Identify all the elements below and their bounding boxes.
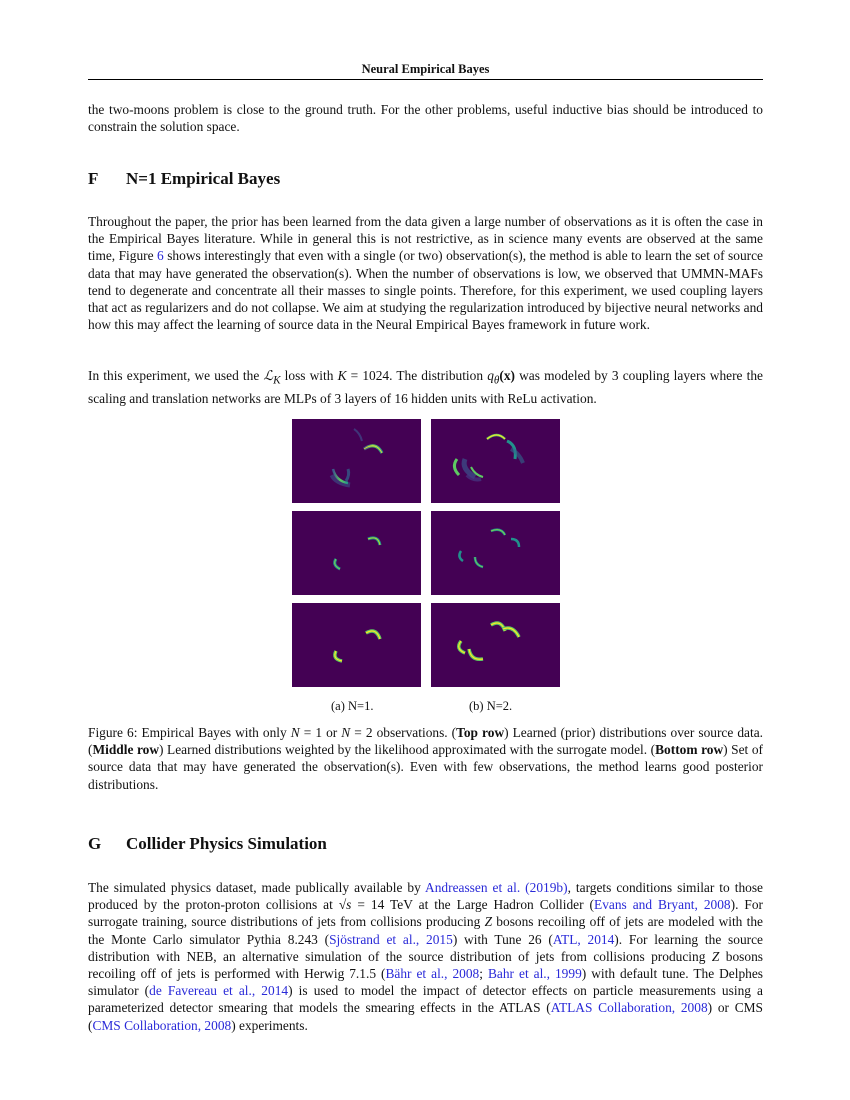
theta-subscript: θ (493, 374, 500, 387)
moon-shape (368, 538, 380, 545)
citation-link[interactable]: Bähr et al., 2008 (385, 966, 480, 982)
section-g-heading (88, 834, 327, 854)
moon-halo (464, 459, 475, 477)
density-plot (292, 603, 421, 687)
density-plot (292, 419, 421, 503)
text-run: ) experiments. (231, 1017, 308, 1033)
citation-link[interactable]: ATLAS Collaboration, 2008 (550, 1000, 708, 1016)
moon-shape (459, 551, 463, 561)
citation-link[interactable]: Bahr et al., 1999 (487, 966, 582, 982)
panel-a-middle-weighted (292, 511, 421, 595)
subcaption-a: (a) N=1. (331, 699, 374, 713)
q-letter: q (487, 368, 494, 383)
moon-shape (511, 539, 519, 547)
section-g-paragraph (88, 879, 763, 1034)
moon-halo (511, 449, 523, 463)
text-run: The simulated physics dataset, made publically available by (88, 880, 426, 895)
text-run: ) or CMS ( (88, 1000, 763, 1033)
n-symbol: N (341, 725, 351, 740)
section-f-paragraph-1 (88, 213, 763, 333)
text-run: shows interestingly that even with a single (or two) observation(s), the method is able to learn the set of source data that may have generated the observation(s). When the number of observations is low, we observed that UMMN-MAFs tend to degenerate and concentrate all their masses to single points. Therefore, for this experiment, we used coupling layers that act as regularizers and do not collapse. We aim at studying the regularization introduced by bijective neural networks and how this may affect the learning of source data in the Neural Empirical Bayes framework in future work. (88, 248, 763, 333)
density-plot (431, 511, 560, 595)
density-plot (431, 603, 560, 687)
header-rule (88, 79, 763, 80)
text-run: , targets conditions similar to those produced by the proton-proton collisions at (88, 880, 763, 913)
text-run: = 2 observations. ( (350, 725, 457, 740)
citation-link[interactable]: de Favereau et al., 2014 (149, 983, 289, 999)
text-run: ) with default tune. The Delphes simulator ( (88, 966, 763, 999)
k-symbol: K (337, 368, 347, 383)
text-run: was modeled by 3 coupling layers where the scaling and translation networks are MLPs of 3 layers of 16 hidden units with ReLu activation. (88, 368, 763, 406)
text-run: bosons recoiling off of jets are modeled with the the Monte Carlo simulator Pythia 8.243 ( (88, 914, 764, 947)
text-run: = 1 or (299, 725, 342, 740)
text-run: bosons recoiling off of jets is performed with Herwig 7.1.5 ( (88, 948, 763, 982)
panel-a-bottom-source (292, 603, 421, 687)
caption-bold-label: Bottom row (655, 742, 724, 758)
z-symbol: Z (484, 914, 493, 930)
panel-b-bottom-source (431, 603, 560, 687)
citation-link[interactable]: Sjöstrand et al., 2015 (329, 931, 453, 947)
section-f-title: N=1 Empirical Bayes (126, 169, 281, 188)
figure-6-ref-link[interactable]: 6 (157, 248, 164, 264)
section-f-paragraph-2 (88, 367, 763, 407)
loss-script-l: ℒ (263, 368, 274, 383)
text-run: In this experiment, we used the (88, 368, 264, 383)
citation-link[interactable]: Evans and Bryant, 2008 (594, 897, 731, 913)
text-run: ) Learned (prior) distributions over source data. ( (88, 725, 763, 758)
text-run: Throughout the paper, the prior has been learned from the data given a large number of observations as it is often the case in the Empirical Bayes literature. While in general this is not restrictive, as in science many events are observed at the same time, Figure (88, 214, 763, 264)
citation-link[interactable]: Andreassen et al. (2019b) (425, 880, 568, 895)
moon-shape (454, 459, 459, 475)
running-header: Neural Empirical Bayes (361, 62, 490, 76)
z-symbol: Z (711, 948, 720, 964)
q-theta-symbol (487, 368, 500, 387)
loss-subscript: K (273, 374, 281, 387)
intro-paragraph: the two-moons problem is close to the ground truth. For the other problems, useful inductive bias should be introduced to constrain the solution space. (88, 102, 763, 135)
text-run: = 14 TeV at the Large Hadron Collider ( (351, 897, 595, 913)
text-run: Figure 6: Empirical Bayes with only (88, 725, 291, 740)
caption-bold-label: Middle row (92, 742, 160, 758)
density-plot (292, 511, 421, 595)
text-run: loss with (280, 368, 338, 383)
section-g-title: Collider Physics Simulation (126, 834, 327, 853)
figure-6 (290, 419, 563, 689)
citation-link[interactable]: ATL, 2014 (552, 931, 615, 947)
density-plot (431, 419, 560, 503)
text-run: ) Set of source data that may have generated the observation(s). Even with few observations, the method learns good posterior distributions. (88, 742, 763, 792)
text-run: ). For surrogate training, source distributions of jets from collisions producing (88, 897, 763, 930)
panel-a-top-prior (292, 419, 421, 503)
text-run: ) with Tune 26 ( (452, 931, 553, 947)
sqrt-s-symbol: √s (338, 897, 352, 913)
subcaption-b: (b) N=2. (469, 699, 513, 713)
panel-b-middle-weighted (431, 511, 560, 595)
section-f-number: F (88, 169, 99, 188)
citation-link[interactable]: CMS Collaboration, 2008 (92, 1017, 232, 1033)
loss-symbol (263, 368, 281, 387)
panel-b-top-prior (431, 419, 560, 503)
moon-halo (346, 469, 349, 481)
section-f-heading (88, 169, 280, 189)
n-symbol: N (290, 725, 300, 740)
moon-tail (354, 429, 362, 441)
x-vector: (x) (499, 368, 515, 383)
text-run: ). For learning the source distribution with NEB, an alternative simulation of the source distribution of jets from collisions producing (88, 931, 763, 964)
section-g-number: G (88, 834, 102, 853)
caption-bold-label: Top row (456, 725, 505, 740)
text-run: ; (479, 966, 488, 982)
text-run: ) is used to model the impact of detector effects on particle measurements using a parameterized detector smearing that models the smearing effects in the ATLAS ( (88, 983, 764, 1016)
text-run: ) Learned distributions weighted by the likelihood approximated with the surrogate model. ( (159, 742, 656, 758)
text-run: = 1024. The distribution (346, 368, 488, 383)
figure-6-caption (88, 724, 763, 793)
